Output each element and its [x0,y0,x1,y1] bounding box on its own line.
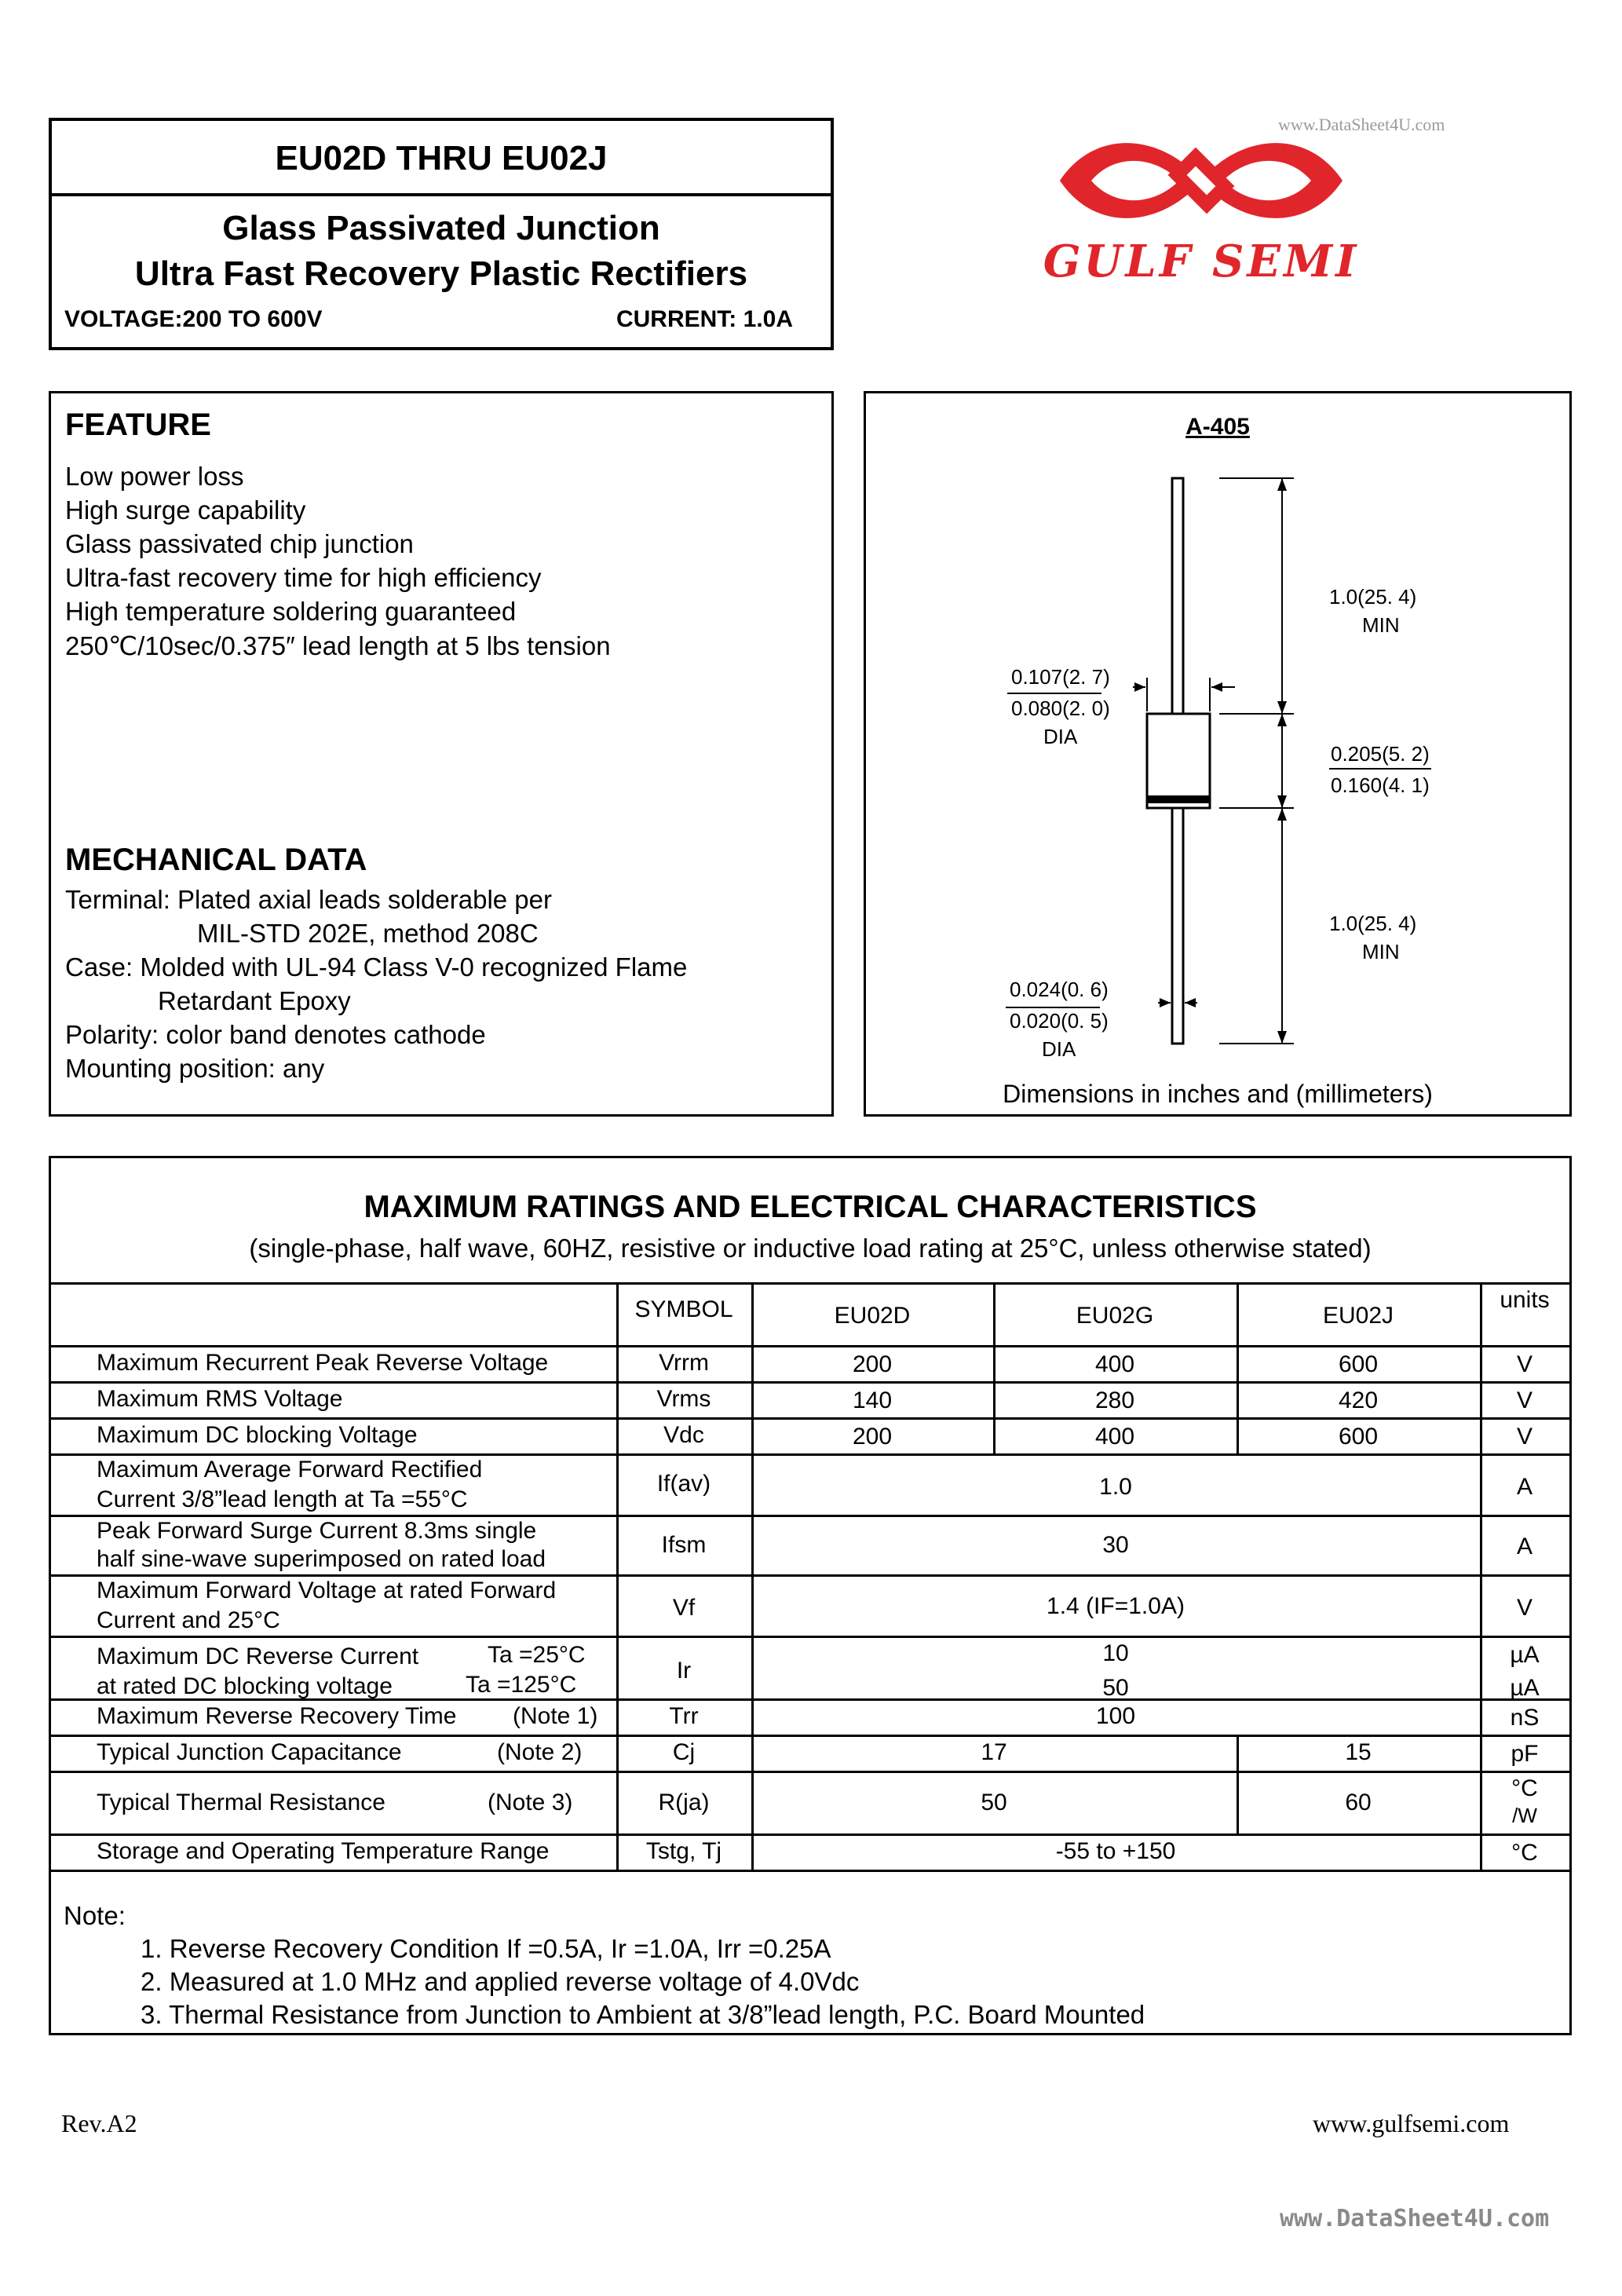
mechanical-line: Mounting position: any [65,1054,325,1083]
param-ifav-line2: Current 3/8”lead length at Ta =55°C [97,1486,468,1512]
dim-lead-length-bottom: 1.0(25. 4) [1329,912,1417,935]
header-eu02d: EU02D [834,1303,911,1329]
value-rja-eu02j: 60 [1345,1790,1372,1815]
value-ir-25c: 10 [1102,1640,1129,1666]
param-ir-line1: Maximum DC Reverse Current [97,1643,419,1669]
dim-body-length-min: 0.160(4. 1) [1331,773,1430,797]
symbol-ifav: If(av) [656,1471,711,1497]
param-ir-line2: at rated DC blocking voltage [97,1673,393,1699]
feature-item: Ultra-fast recovery time for high efficiency [65,563,542,592]
watermark-bottom: www.DataSheet4U.com [1280,2205,1550,2232]
unit-trr: nS [1510,1705,1540,1731]
unit-vf: V [1516,1595,1532,1621]
dimension-caption: Dimensions in inches and (millimeters) [1003,1080,1433,1108]
note-2: 2. Measured at 1.0 MHz and applied reverse voltage of 4.0Vdc [141,1967,860,1996]
value-vrms-eu02g: 280 [1094,1387,1135,1413]
symbol-rja: R(ja) [658,1790,710,1815]
value-rja-eu02d-eu02g: 50 [981,1790,1007,1815]
unit-ifav: A [1516,1474,1532,1500]
symbol-vrrm: Vrrm [659,1350,709,1376]
part-range-title: EU02D THRU EU02J [52,121,831,196]
param-rja: Typical Thermal Resistance [97,1790,385,1815]
param-tstg: Storage and Operating Temperature Range [97,1838,550,1864]
param-cj: Typical Junction Capacitance [97,1739,402,1765]
value-vrrm-eu02d: 200 [852,1351,893,1377]
dim-body-dia-max: 0.107(2. 7) [1011,665,1110,689]
unit-tstg: °C [1511,1840,1538,1866]
symbol-vf: Vf [672,1595,696,1621]
dim-lead-dia-label: DIA [1042,1037,1076,1061]
dim-body-dia-label: DIA [1043,725,1078,748]
symbol-trr: Trr [669,1703,699,1729]
value-vdc-eu02g: 400 [1094,1424,1135,1450]
value-vdc-eu02d: 200 [852,1424,893,1450]
param-ifsm-line2: half sine-wave superimposed on rated load [97,1546,546,1572]
unit-vrrm: V [1516,1351,1532,1377]
param-ifsm-line1: Peak Forward Surge Current 8.3ms single [97,1518,537,1544]
mechanical-line: Case: Molded with UL-94 Class V-0 recognized Flame [65,952,688,982]
symbol-cj: Cj [672,1739,696,1765]
value-trr: 100 [1095,1703,1136,1729]
dim-lead-length-top: 1.0(25. 4) [1329,585,1417,609]
value-vdc-eu02j: 600 [1338,1424,1379,1450]
feature-item: High surge capability [65,495,306,525]
current-spec: CURRENT: 1.0A [616,306,793,332]
mechanical-heading: MECHANICAL DATA [65,843,367,877]
param-vrrm: Maximum Recurrent Peak Reverse Voltage [97,1350,549,1376]
value-vrms-eu02d: 140 [852,1387,893,1413]
symbol-vdc: Vdc [663,1422,704,1448]
value-cj-eu02j: 15 [1345,1739,1372,1765]
feature-item: 250℃/10sec/0.375″ lead length at 5 lbs tension [65,631,611,660]
mechanical-line: Polarity: color band denotes cathode [65,1020,486,1049]
feature-heading: FEATURE [65,408,211,442]
symbol-tstg: Tstg, Tj [645,1838,722,1864]
feature-item: Low power loss [65,462,244,491]
gulf-semi-logo [1036,118,1366,298]
param-vrms: Maximum RMS Voltage [97,1386,343,1412]
company-website: www.gulfsemi.com [1313,2109,1510,2137]
mechanical-line: MIL-STD 202E, method 208C [197,919,539,948]
value-tstg: -55 to +150 [1055,1838,1176,1864]
header-units: units [1500,1287,1550,1313]
dim-lead-dia-min: 0.020(0. 5) [1010,1009,1109,1033]
note-ref-rja: (Note 3) [488,1790,573,1815]
header-eu02j: EU02J [1322,1303,1394,1329]
mechanical-line: Terminal: Plated axial leads solderable per [65,885,553,914]
value-vrrm-eu02j: 600 [1338,1351,1379,1377]
value-vf: 1.4 (IF=1.0A) [1047,1593,1185,1619]
unit-ir-125c: µA [1510,1675,1540,1701]
param-vf-line1: Maximum Forward Voltage at rated Forward [97,1578,557,1603]
unit-rja-line1: °C [1511,1775,1538,1801]
dim-lead-min-bottom: MIN [1362,940,1400,963]
ratings-heading: MAXIMUM RATINGS AND ELECTRICAL CHARACTERISTICS [363,1190,1257,1224]
unit-ir-25c: µA [1510,1642,1540,1668]
package-name: A-405 [1185,414,1250,440]
mechanical-line: Retardant Epoxy [158,986,351,1015]
header-symbol: SYMBOL [634,1296,733,1322]
value-ifsm: 30 [1102,1532,1129,1558]
note-ref-cj: (Note 2) [497,1739,583,1765]
param-vdc: Maximum DC blocking Voltage [97,1422,418,1448]
ratings-subheading: (single-phase, half wave, 60HZ, resistive or inductive load rating at 25°C, unless otherwise stated) [249,1234,1372,1263]
symbol-ifsm: Ifsm [661,1532,707,1558]
feature-item: High temperature soldering guaranteed [65,597,517,626]
title-box [49,118,834,350]
param-trr: Maximum Reverse Recovery Time [97,1703,457,1729]
note-ref-trr: (Note 1) [513,1703,598,1729]
ratings-table-box [49,1156,1572,2035]
symbol-ir: Ir [676,1658,692,1684]
value-cj-eu02d-eu02g: 17 [981,1739,1007,1765]
watermark-top: www.DataSheet4U.com [1278,115,1445,134]
dim-body-dia-min: 0.080(2. 0) [1011,696,1110,720]
unit-ifsm: A [1516,1534,1532,1559]
cond-ir-25c: Ta =25°C [488,1642,586,1668]
brand-name: GULF SEMI [1043,236,1360,287]
subtitle-line-2: Ultra Fast Recovery Plastic Rectifiers [134,254,748,293]
value-ifav: 1.0 [1099,1474,1132,1500]
note-1: 1. Reverse Recovery Condition If =0.5A, Ir =1.0A, Irr =0.25A [141,1934,831,1963]
dim-lead-dia-max: 0.024(0. 6) [1010,978,1109,1001]
voltage-spec: VOLTAGE:200 TO 600V [64,306,323,332]
dim-lead-min-top: MIN [1362,613,1400,637]
unit-rja-line2: /W [1512,1804,1537,1827]
value-ir-125c: 50 [1102,1675,1129,1701]
value-vrrm-eu02g: 400 [1094,1351,1135,1377]
symbol-vrms: Vrms [656,1386,711,1412]
unit-vrms: V [1516,1387,1532,1413]
value-vrms-eu02j: 420 [1338,1387,1379,1413]
feature-item: Glass passivated chip junction [65,529,414,558]
unit-vdc: V [1516,1424,1532,1450]
param-ifav-line1: Maximum Average Forward Rectified [97,1457,483,1483]
dim-body-length-max: 0.205(5. 2) [1331,742,1430,766]
header-eu02g: EU02G [1076,1303,1154,1329]
feature-box [49,391,834,1117]
param-vf-line2: Current and 25°C [97,1607,280,1633]
unit-cj: pF [1511,1741,1539,1767]
cond-ir-125c: Ta =125°C [466,1672,577,1698]
note-3: 3. Thermal Resistance from Junction to Ambient at 3/8”lead length, P.C. Board Mounted [141,2000,1145,2029]
subtitle-line-1: Glass Passivated Junction [222,209,660,247]
revision-label: Rev.A2 [61,2109,137,2137]
diode-outline-drawing [866,393,1569,1114]
notes-heading: Note: [64,1901,126,1930]
package-diagram-box [864,391,1572,1117]
